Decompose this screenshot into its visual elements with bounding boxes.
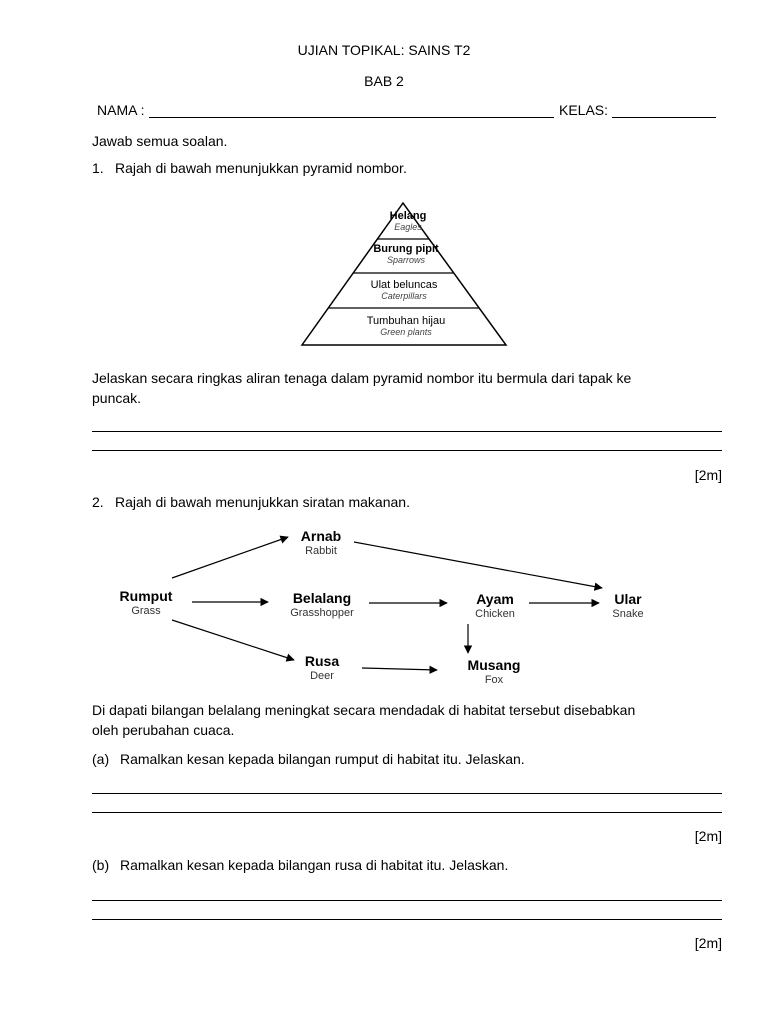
pyramid-level-4-sub: Green plants [380, 327, 432, 337]
foodweb-arnab-sub: Rabbit [305, 545, 337, 557]
q1-prompt: Rajah di bawah menunjukkan pyramid nombor. [115, 160, 407, 176]
q2b-marks: [2m] [694, 935, 722, 951]
instructions: Jawab semua soalan. [92, 133, 228, 149]
answer-line[interactable] [92, 919, 722, 920]
q2-context-line2: oleh perubahan cuaca. [92, 722, 235, 738]
pyramid-level-1-sub: Eagles [394, 222, 422, 232]
arrow-arnab-ular [354, 542, 602, 588]
arrow-rumput-arnab [172, 537, 288, 578]
foodweb-rusa-label: Rusa [304, 653, 340, 669]
arrow-rumput-rusa [172, 620, 294, 660]
foodweb-ayam-label: Ayam [476, 591, 514, 607]
foodweb-musang-sub: Fox [484, 674, 504, 686]
chapter-label: BAB 2 [364, 73, 404, 89]
foodweb-belalang-sub: Grasshopper [290, 607, 354, 619]
foodweb-rumput-sub: Grass [131, 605, 161, 617]
q1-question-line2: puncak. [92, 390, 142, 406]
answer-line[interactable] [92, 450, 722, 451]
foodweb-ular-sub: Snake [612, 608, 644, 620]
foodweb-musang-label: Musang [467, 657, 521, 673]
pyramid-level-4-label: Tumbuhan hijau [366, 315, 446, 327]
q2b-label: (b) [92, 857, 110, 873]
pyramid-level-1-label: Helang [389, 210, 427, 222]
q1-number: 1. [92, 160, 104, 176]
pyramid-level-2-sub: Sparrows [386, 255, 426, 265]
foodweb-ular-label: Ular [614, 591, 642, 607]
class-label: KELAS: [559, 102, 609, 118]
q2a-text: Ramalkan kesan kepada bilangan rumput di habitat itu. Jelaskan. [120, 751, 525, 767]
answer-line[interactable] [92, 900, 722, 901]
q2b-text: Ramalkan kesan kepada bilangan rusa di habitat itu. Jelaskan. [120, 857, 509, 873]
pyramid-level-2-label: Burung pipit [373, 243, 439, 255]
answer-line[interactable] [92, 431, 722, 432]
foodweb-arnab-label: Arnab [300, 528, 342, 544]
answer-line[interactable] [92, 812, 722, 813]
q1-question-line1: Jelaskan secara ringkas aliran tenaga dalam pyramid nombor itu bermula dari tapak ke [92, 370, 632, 386]
pyramid-of-numbers-diagram [258, 185, 548, 357]
food-web-diagram [92, 520, 702, 692]
q2a-marks: [2m] [694, 828, 722, 844]
pyramid-level-3-sub: Caterpillars [381, 291, 427, 301]
page-title: UJIAN TOPIKAL: SAINS T2 [297, 42, 471, 58]
q2-prompt: Rajah di bawah menunjukkan siratan makanan. [115, 494, 410, 510]
foodweb-rusa-sub: Deer [310, 670, 334, 682]
q2a-label: (a) [92, 751, 110, 767]
foodweb-belalang-label: Belalang [292, 590, 352, 606]
q2-context-line1: Di dapati bilangan belalang meningkat secara mendadak di habitat tersebut disebabkan [92, 702, 636, 718]
class-field[interactable] [612, 117, 716, 118]
answer-line[interactable] [92, 793, 722, 794]
foodweb-ayam-sub: Chicken [475, 608, 515, 620]
pyramid-level-3-label: Ulat beluncas [370, 279, 438, 291]
q1-marks: [2m] [694, 467, 722, 483]
foodweb-rumput-label: Rumput [119, 588, 173, 604]
name-label: NAMA : [97, 102, 145, 118]
arrow-rusa-musang [362, 668, 437, 670]
q2-number: 2. [92, 494, 104, 510]
name-field[interactable] [149, 117, 554, 118]
